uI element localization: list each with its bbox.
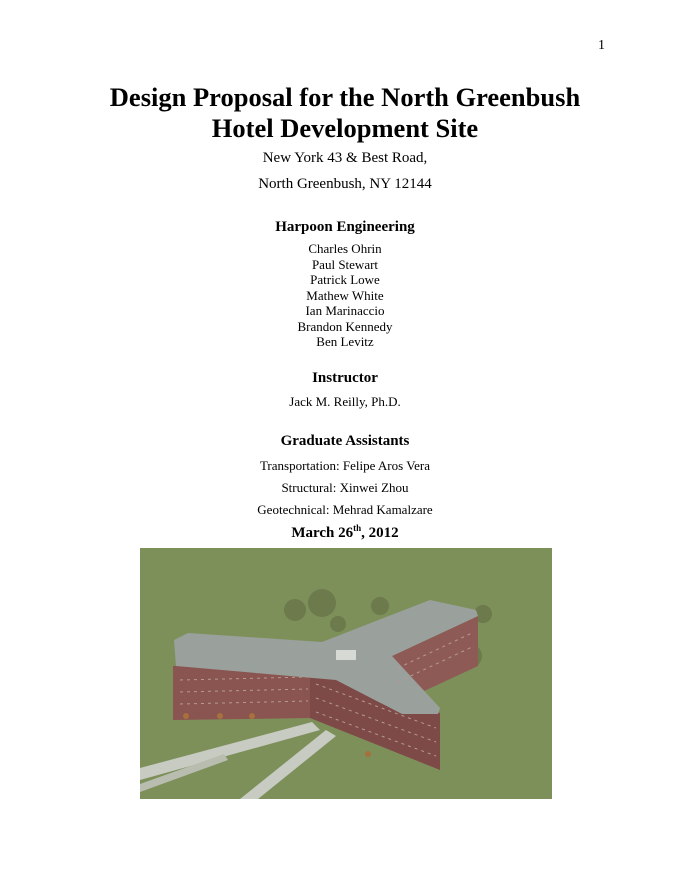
team-heading: Harpoon Engineering	[275, 219, 415, 235]
document-title	[0, 82, 690, 144]
team-member: Charles Ohrin	[308, 241, 382, 256]
team-member: Ben Levitz	[316, 334, 374, 349]
address-line-2: North Greenbush, NY 12144	[258, 176, 432, 192]
instructor-name: Jack M. Reilly, Ph.D.	[289, 394, 401, 409]
team-member-list	[0, 241, 690, 350]
title-line-1: Design Proposal for the North Greenbush	[109, 82, 581, 112]
team-member: Patrick Lowe	[310, 272, 380, 287]
roof-unit	[336, 650, 356, 660]
date-prefix: March 26	[291, 525, 354, 541]
date-ordinal: th	[353, 523, 362, 533]
graduate-assistant-entry: Geotechnical: Mehrad Kamalzare	[257, 502, 433, 517]
proposal-date	[0, 523, 690, 542]
instructor-heading: Instructor	[312, 370, 378, 386]
graduate-assistant-entry: Structural: Xinwei Zhou	[281, 480, 409, 495]
graduate-assistant-entry: Transportation: Felipe Aros Vera	[259, 458, 431, 473]
page-number: 1	[598, 38, 605, 53]
date-rest: , 2012	[361, 525, 399, 541]
address-line-1: New York 43 & Best Road,	[262, 150, 428, 166]
title-line-2: Hotel Development Site	[211, 113, 479, 143]
team-member: Paul Stewart	[311, 256, 379, 272]
hotel-rendering-image	[140, 548, 552, 799]
team-member: Brandon Kennedy	[297, 318, 393, 334]
team-member: Ian Marinaccio	[305, 303, 385, 318]
graduate-assistants-heading: Graduate Assistants	[280, 433, 410, 449]
team-member: Mathew White	[306, 287, 384, 303]
